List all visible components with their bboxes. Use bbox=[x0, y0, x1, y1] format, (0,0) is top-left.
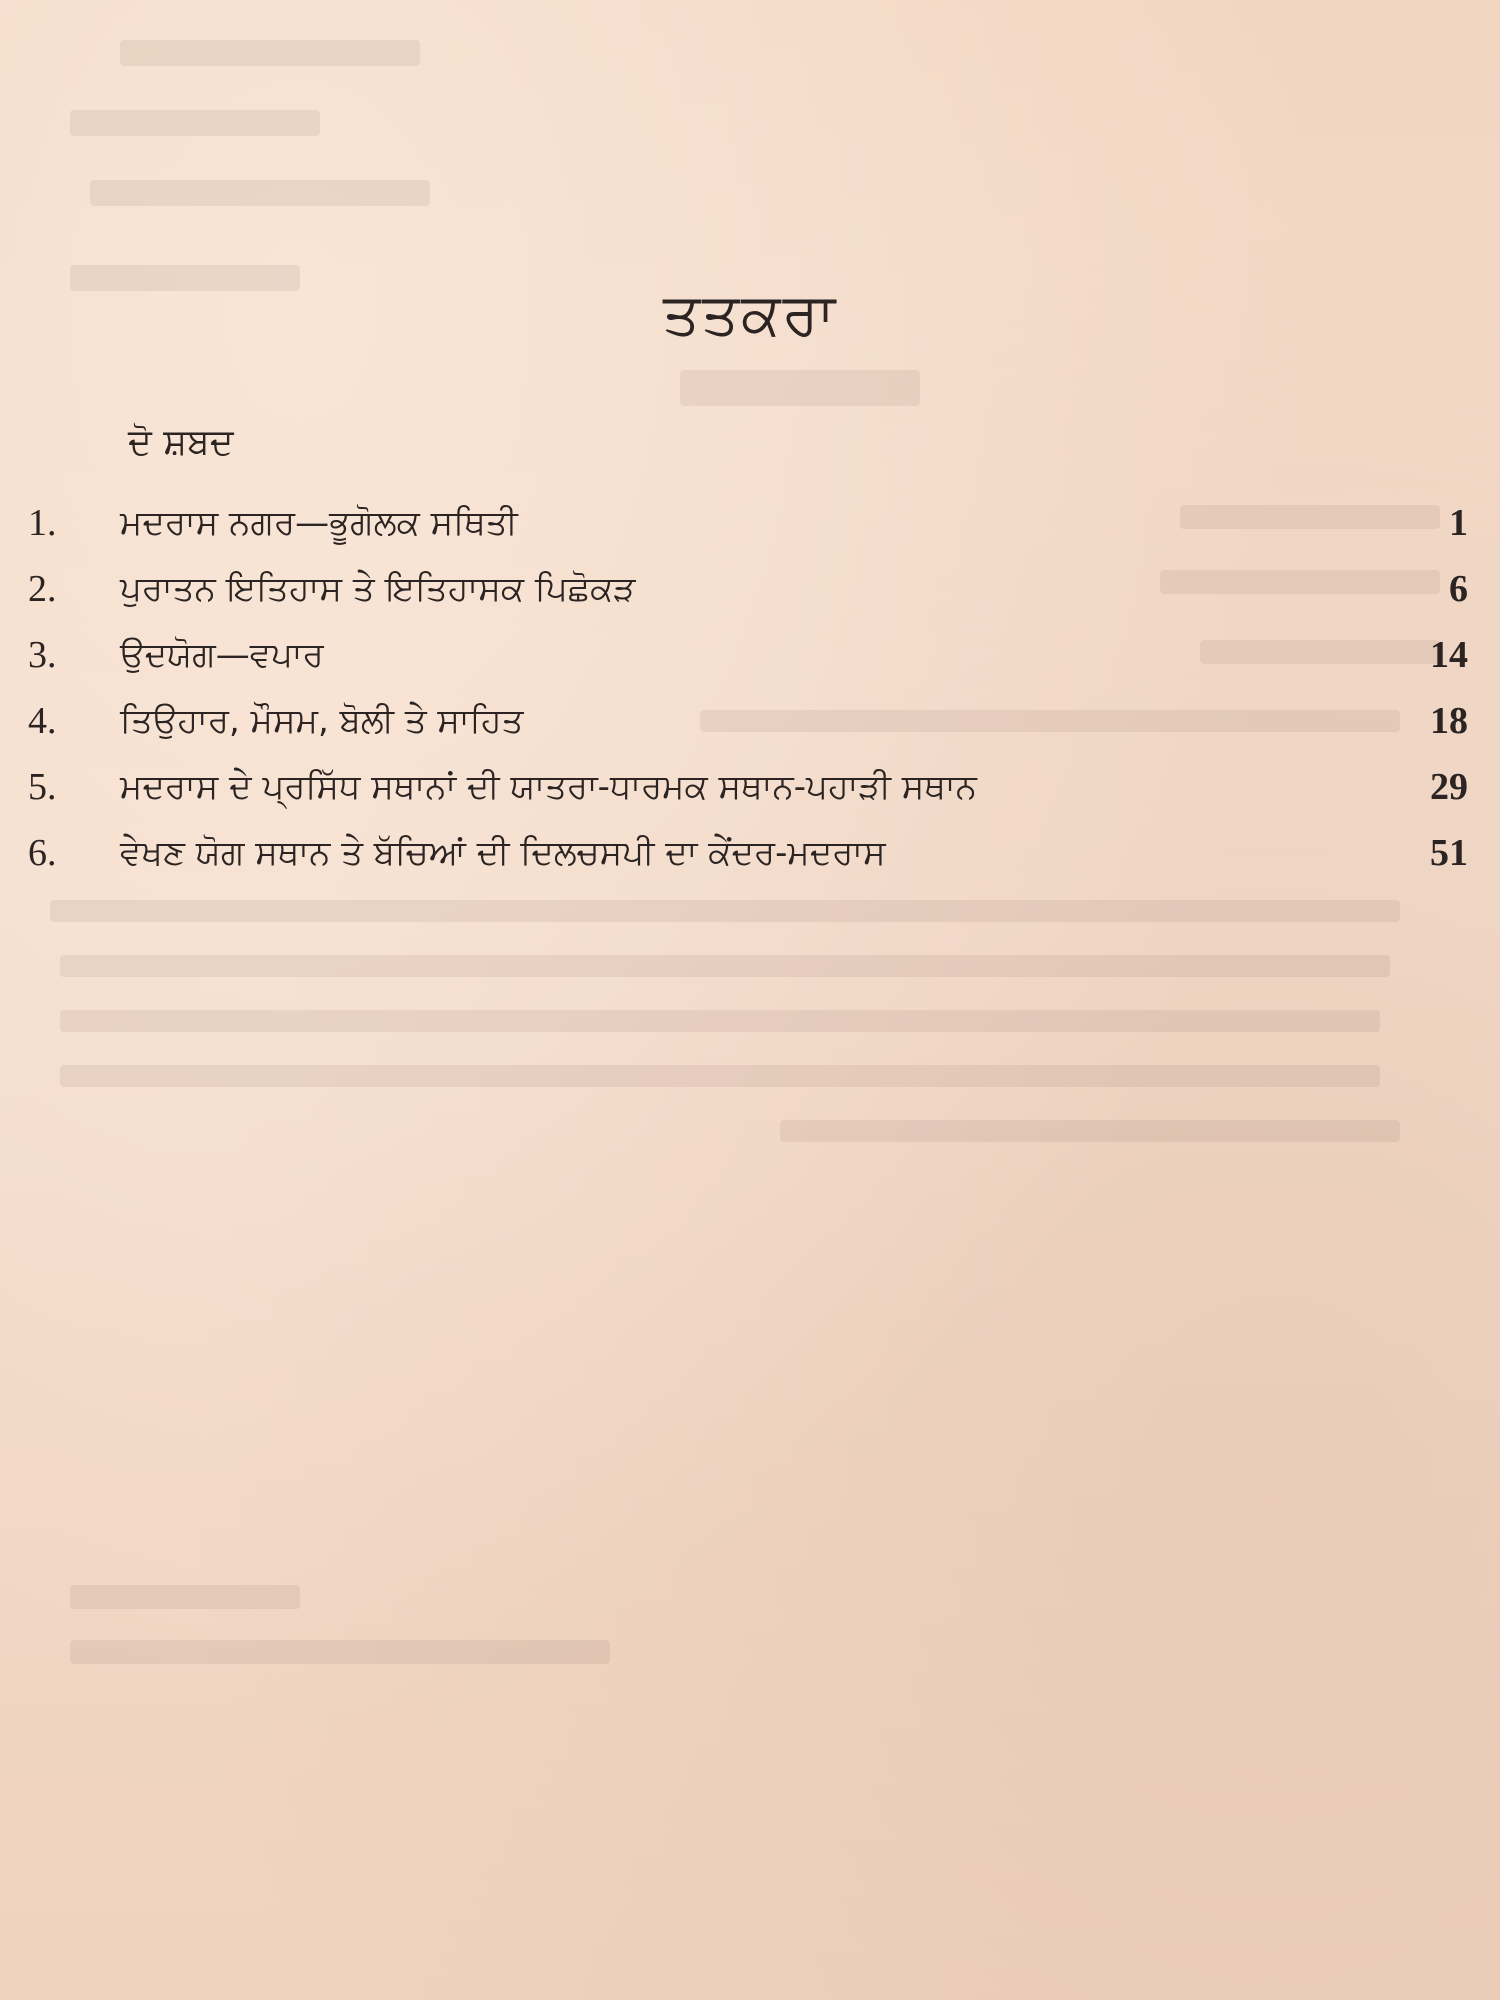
entry-number: 2. bbox=[28, 568, 57, 610]
entry-title: ਪੁਰਾਤਨ ਇਤਿਹਾਸ ਤੇ ਇਤਿਹਾਸਕ ਪਿਛੋਕੜ bbox=[120, 569, 636, 609]
toc-entry bbox=[28, 490, 1468, 556]
bleed-through-mark bbox=[70, 1640, 610, 1664]
bleed-through-mark bbox=[680, 370, 920, 406]
bleed-through-mark bbox=[780, 1120, 1400, 1142]
bleed-through-mark bbox=[60, 1065, 1380, 1087]
entry-number: 3. bbox=[28, 634, 57, 676]
entry-number: 1. bbox=[28, 502, 57, 544]
entry-title: ਮਦਰਾਸ ਨਗਰ—ਭੂਗੋਲਕ ਸਥਿਤੀ bbox=[120, 503, 518, 543]
toc-entry bbox=[28, 622, 1468, 688]
entry-page-number: 18 bbox=[1430, 700, 1468, 742]
page-title: ਤਤਕਰਾ bbox=[662, 280, 838, 348]
preface-heading: ਦੋ ਸ਼ਬਦ bbox=[128, 422, 234, 463]
table-of-contents bbox=[28, 490, 1468, 886]
bleed-through-mark bbox=[70, 110, 320, 136]
entry-page-number: 1 bbox=[1449, 502, 1468, 544]
toc-entry bbox=[28, 556, 1468, 622]
entry-number: 5. bbox=[28, 766, 57, 808]
toc-entry bbox=[28, 754, 1468, 820]
entry-page-number: 6 bbox=[1449, 568, 1468, 610]
bleed-through-mark bbox=[60, 955, 1390, 977]
entry-page-number: 14 bbox=[1430, 634, 1468, 676]
entry-number: 4. bbox=[28, 700, 57, 742]
entry-title: ਮਦਰਾਸ ਦੇ ਪ੍ਰਸਿੱਧ ਸਥਾਨਾਂ ਦੀ ਯਾਤਰਾ-ਧਾਰਮਕ ਸਥਾਨ-ਪਹਾੜੀ ਸਥਾਨ bbox=[120, 767, 977, 807]
entry-page-number: 51 bbox=[1430, 832, 1468, 874]
bleed-through-mark bbox=[70, 1585, 300, 1609]
entry-title: ਉਦਯੋਗ—ਵਪਾਰ bbox=[120, 635, 324, 675]
bleed-through-mark bbox=[60, 1010, 1380, 1032]
toc-entry bbox=[28, 688, 1468, 754]
bleed-through-mark bbox=[120, 40, 420, 66]
bleed-through-mark bbox=[90, 180, 430, 206]
entry-title: ਵੇਖਣ ਯੋਗ ਸਥਾਨ ਤੇ ਬੱਚਿਆਂ ਦੀ ਦਿਲਚਸਪੀ ਦਾ ਕੇਂਦਰ-ਮਦਰਾਸ bbox=[120, 833, 886, 873]
bleed-through-mark bbox=[50, 900, 1400, 922]
entry-page-number: 29 bbox=[1430, 766, 1468, 808]
entry-number: 6. bbox=[28, 832, 57, 874]
toc-entry bbox=[28, 820, 1468, 886]
entry-title: ਤਿਉਹਾਰ, ਮੌਸਮ, ਬੋਲੀ ਤੇ ਸਾਹਿਤ bbox=[120, 701, 524, 741]
